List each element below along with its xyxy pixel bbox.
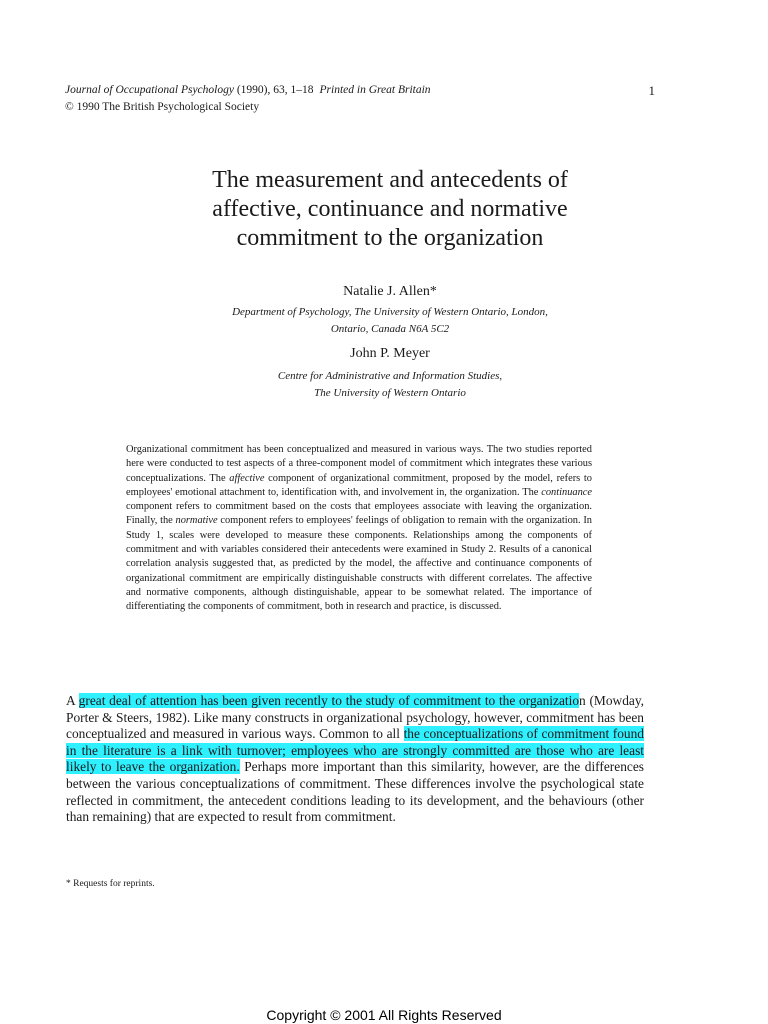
title-line-3: commitment to the organization — [236, 225, 544, 251]
author-name-meyer: John P. Meyer — [350, 346, 430, 361]
affiliation-line: The University of Western Ontario — [314, 387, 466, 399]
highlighted-text[interactable]: great deal of attention has been given recently to the study of commitment to the organizatio — [78, 693, 580, 708]
introduction-paragraph — [66, 693, 644, 826]
title-line-2: affective, continuance and normative — [212, 196, 568, 222]
author-name-allen: Natalie J. Allen* — [343, 284, 437, 299]
affiliation-line: Ontario, Canada N6A 5C2 — [330, 323, 450, 335]
abstract-text: component refers to commitment based on the costs that employees associate with leaving the organization. Finally, the — [126, 501, 592, 527]
abstract-text: component refers to employees' feelings of obligation to remain with the organization. In Study 1, scales were developed to measure these components. Relationships among the components of commitment and with variables considered their antecedents were examined in Study 2. Results of a canonical correlation analysis suggested that, as predicted by the model, the affective and continuance components of organizational commitment are empirically distinguishable constructs with different correlates. The affective and normative components, although distinguishable, appear to be somewhat related. The importance of differentiating the components of commitment, both in research and practice, is discussed. — [126, 515, 592, 613]
page-number: 1 — [648, 83, 655, 98]
body-text: A — [66, 693, 79, 708]
affiliation-line: Centre for Administrative and Information Studies, — [277, 370, 503, 382]
abstract-text: Organizational commitment has been conceptualized and measured in various ways. The two studies reported here were conducted to test aspects of a three-component model of commitment which integrates these various conceptualizations. The — [126, 444, 592, 484]
author-affiliation-allen — [95, 304, 685, 338]
printed-note: Printed in Great Britain — [319, 84, 431, 96]
body-text: n (Mowday, Porter & Steers, 1982). Like many constructs in organizational psychology, however, commitment has been conceptualized and measured in various ways. Common to all — [66, 693, 645, 742]
journal-header — [65, 82, 655, 116]
author-affiliation-meyer — [95, 368, 685, 402]
term-affective: affective — [229, 472, 265, 484]
term-normative: normative — [175, 515, 218, 527]
footnote: * Requests for reprints. — [66, 879, 155, 889]
society-copyright: © 1990 The British Psychological Society — [65, 101, 260, 113]
highlighted-text[interactable]: the conceptualizations of commitment found in the literature is a link with turnover; employees who are strongly committed are those who are least likely to leave the organization. — [66, 726, 644, 775]
affiliation-line: Department of Psychology, The University of Western Ontario, London, — [232, 306, 548, 318]
title-line-1: The measurement and antecedents of — [212, 167, 568, 193]
footer-copyright: Copyright © 2001 All Rights Reserved — [266, 1007, 502, 1023]
body-text: Perhaps more important than this similarity, however, are the differences between the various conceptualizations of commitment. These differences involve the psychological state reflected in commitment, the antecedent conditions leading to its development, and the behaviours (other than remaining) that are expected to result from commitment. — [66, 759, 644, 825]
header-citation-line — [65, 82, 655, 99]
abstract-text: component of organizational commitment, proposed by the model, refers to employees' emotional attachment to, identification with, and involvement in, the organization. The — [126, 472, 592, 498]
paper-title — [95, 166, 685, 253]
journal-citation: (1990), 63, 1–18 — [233, 84, 314, 96]
abstract — [126, 443, 592, 615]
journal-name: Journal of Occupational Psychology — [65, 84, 234, 96]
term-continuance: continuance — [541, 486, 592, 498]
